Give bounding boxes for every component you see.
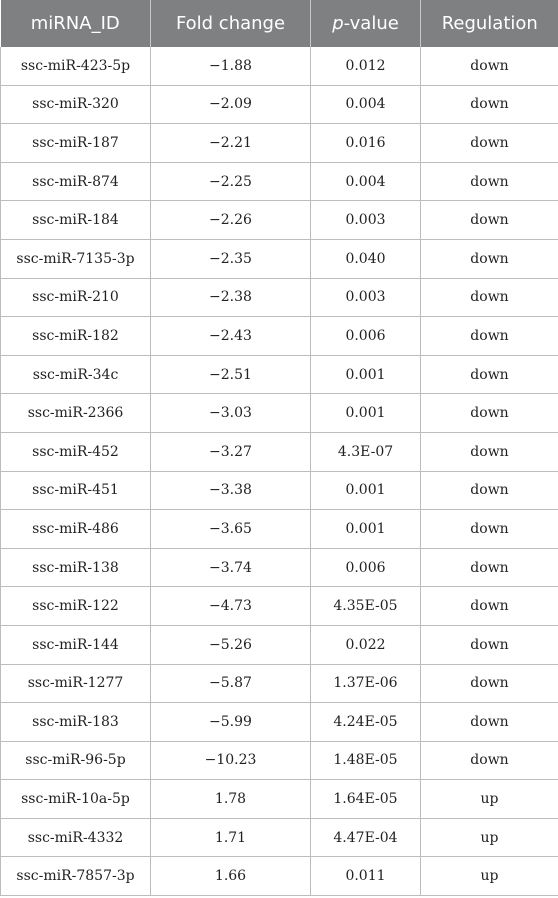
cell-p-value: 1.37E-06 bbox=[311, 664, 421, 703]
cell-fold-change: 1.66 bbox=[151, 857, 311, 896]
table-row bbox=[1, 741, 558, 780]
cell-p-value: 0.006 bbox=[311, 548, 421, 587]
cell-fold-change: −2.51 bbox=[151, 355, 311, 394]
header-p-suffix: -value bbox=[343, 13, 399, 34]
table-row bbox=[1, 664, 558, 703]
cell-mirna-id: ssc-miR-34c bbox=[1, 355, 151, 394]
cell-p-value: 0.016 bbox=[311, 124, 421, 163]
table-row bbox=[1, 317, 558, 356]
cell-p-value: 0.001 bbox=[311, 510, 421, 549]
cell-regulation: down bbox=[421, 664, 558, 703]
header-p-italic: p bbox=[332, 13, 344, 34]
cell-fold-change: −3.65 bbox=[151, 510, 311, 549]
cell-p-value: 1.64E-05 bbox=[311, 780, 421, 819]
cell-mirna-id: ssc-miR-451 bbox=[1, 471, 151, 510]
table-row bbox=[1, 432, 558, 471]
cell-fold-change: −2.38 bbox=[151, 278, 311, 317]
cell-fold-change: −3.03 bbox=[151, 394, 311, 433]
cell-fold-change: −2.25 bbox=[151, 162, 311, 201]
cell-fold-change: −3.38 bbox=[151, 471, 311, 510]
cell-mirna-id: ssc-miR-144 bbox=[1, 625, 151, 664]
table-row bbox=[1, 548, 558, 587]
cell-mirna-id: ssc-miR-96-5p bbox=[1, 741, 151, 780]
cell-mirna-id: ssc-miR-1277 bbox=[1, 664, 151, 703]
table-row bbox=[1, 587, 558, 626]
cell-regulation: down bbox=[421, 510, 558, 549]
table-row bbox=[1, 703, 558, 742]
table-row bbox=[1, 857, 558, 896]
cell-regulation: up bbox=[421, 780, 558, 819]
cell-fold-change: −2.26 bbox=[151, 201, 311, 240]
cell-mirna-id: ssc-miR-2366 bbox=[1, 394, 151, 433]
cell-regulation: down bbox=[421, 394, 558, 433]
cell-p-value: 1.48E-05 bbox=[311, 741, 421, 780]
cell-regulation: down bbox=[421, 278, 558, 317]
cell-fold-change: −5.99 bbox=[151, 703, 311, 742]
header-row bbox=[1, 0, 558, 47]
cell-regulation: down bbox=[421, 432, 558, 471]
table-body bbox=[1, 47, 558, 896]
cell-p-value: 4.47E-04 bbox=[311, 818, 421, 857]
cell-p-value: 4.3E-07 bbox=[311, 432, 421, 471]
cell-regulation: down bbox=[421, 471, 558, 510]
cell-mirna-id: ssc-miR-7135-3p bbox=[1, 239, 151, 278]
cell-mirna-id: ssc-miR-452 bbox=[1, 432, 151, 471]
cell-mirna-id: ssc-miR-138 bbox=[1, 548, 151, 587]
cell-p-value: 0.006 bbox=[311, 317, 421, 356]
cell-mirna-id: ssc-miR-187 bbox=[1, 124, 151, 163]
cell-p-value: 4.35E-05 bbox=[311, 587, 421, 626]
cell-p-value: 0.003 bbox=[311, 278, 421, 317]
cell-fold-change: −5.26 bbox=[151, 625, 311, 664]
cell-p-value: 0.001 bbox=[311, 355, 421, 394]
table-row bbox=[1, 780, 558, 819]
cell-p-value: 0.004 bbox=[311, 85, 421, 124]
header-fold-change: Fold change bbox=[151, 0, 311, 47]
table-row bbox=[1, 47, 558, 85]
header-p-value bbox=[311, 0, 421, 47]
cell-mirna-id: ssc-miR-874 bbox=[1, 162, 151, 201]
table-row bbox=[1, 162, 558, 201]
table-header bbox=[1, 0, 558, 47]
cell-regulation: up bbox=[421, 857, 558, 896]
cell-regulation: down bbox=[421, 587, 558, 626]
table-row bbox=[1, 510, 558, 549]
cell-p-value: 0.040 bbox=[311, 239, 421, 278]
cell-mirna-id: ssc-miR-4332 bbox=[1, 818, 151, 857]
table-row bbox=[1, 278, 558, 317]
cell-mirna-id: ssc-miR-10a-5p bbox=[1, 780, 151, 819]
cell-p-value: 0.004 bbox=[311, 162, 421, 201]
cell-mirna-id: ssc-miR-210 bbox=[1, 278, 151, 317]
cell-mirna-id: ssc-miR-183 bbox=[1, 703, 151, 742]
cell-mirna-id: ssc-miR-184 bbox=[1, 201, 151, 240]
table-row bbox=[1, 85, 558, 124]
cell-regulation: down bbox=[421, 703, 558, 742]
cell-regulation: down bbox=[421, 85, 558, 124]
cell-regulation: down bbox=[421, 317, 558, 356]
cell-p-value: 0.012 bbox=[311, 47, 421, 85]
cell-fold-change: −3.27 bbox=[151, 432, 311, 471]
header-mirna-id: miRNA_ID bbox=[1, 0, 151, 47]
cell-regulation: down bbox=[421, 201, 558, 240]
cell-mirna-id: ssc-miR-423-5p bbox=[1, 47, 151, 85]
cell-mirna-id: ssc-miR-486 bbox=[1, 510, 151, 549]
cell-mirna-id: ssc-miR-7857-3p bbox=[1, 857, 151, 896]
cell-fold-change: −3.74 bbox=[151, 548, 311, 587]
cell-regulation: down bbox=[421, 239, 558, 278]
table-row bbox=[1, 818, 558, 857]
cell-mirna-id: ssc-miR-320 bbox=[1, 85, 151, 124]
cell-fold-change: −2.09 bbox=[151, 85, 311, 124]
table-row bbox=[1, 355, 558, 394]
table-row bbox=[1, 239, 558, 278]
cell-regulation: down bbox=[421, 548, 558, 587]
cell-fold-change: −2.35 bbox=[151, 239, 311, 278]
table-row bbox=[1, 471, 558, 510]
cell-regulation: down bbox=[421, 355, 558, 394]
cell-fold-change: −4.73 bbox=[151, 587, 311, 626]
cell-fold-change: 1.71 bbox=[151, 818, 311, 857]
cell-mirna-id: ssc-miR-182 bbox=[1, 317, 151, 356]
cell-fold-change: −1.88 bbox=[151, 47, 311, 85]
cell-p-value: 4.24E-05 bbox=[311, 703, 421, 742]
cell-fold-change: −5.87 bbox=[151, 664, 311, 703]
cell-regulation: down bbox=[421, 741, 558, 780]
cell-p-value: 0.001 bbox=[311, 471, 421, 510]
cell-fold-change: −2.21 bbox=[151, 124, 311, 163]
cell-mirna-id: ssc-miR-122 bbox=[1, 587, 151, 626]
cell-p-value: 0.022 bbox=[311, 625, 421, 664]
table-row bbox=[1, 201, 558, 240]
cell-fold-change: −10.23 bbox=[151, 741, 311, 780]
cell-regulation: down bbox=[421, 124, 558, 163]
header-regulation: Regulation bbox=[421, 0, 558, 47]
table-row bbox=[1, 625, 558, 664]
cell-fold-change: 1.78 bbox=[151, 780, 311, 819]
cell-p-value: 0.011 bbox=[311, 857, 421, 896]
table-row bbox=[1, 124, 558, 163]
cell-regulation: down bbox=[421, 47, 558, 85]
cell-p-value: 0.003 bbox=[311, 201, 421, 240]
cell-p-value: 0.001 bbox=[311, 394, 421, 433]
cell-regulation: down bbox=[421, 162, 558, 201]
cell-regulation: up bbox=[421, 818, 558, 857]
cell-regulation: down bbox=[421, 625, 558, 664]
table-row bbox=[1, 394, 558, 433]
cell-fold-change: −2.43 bbox=[151, 317, 311, 356]
